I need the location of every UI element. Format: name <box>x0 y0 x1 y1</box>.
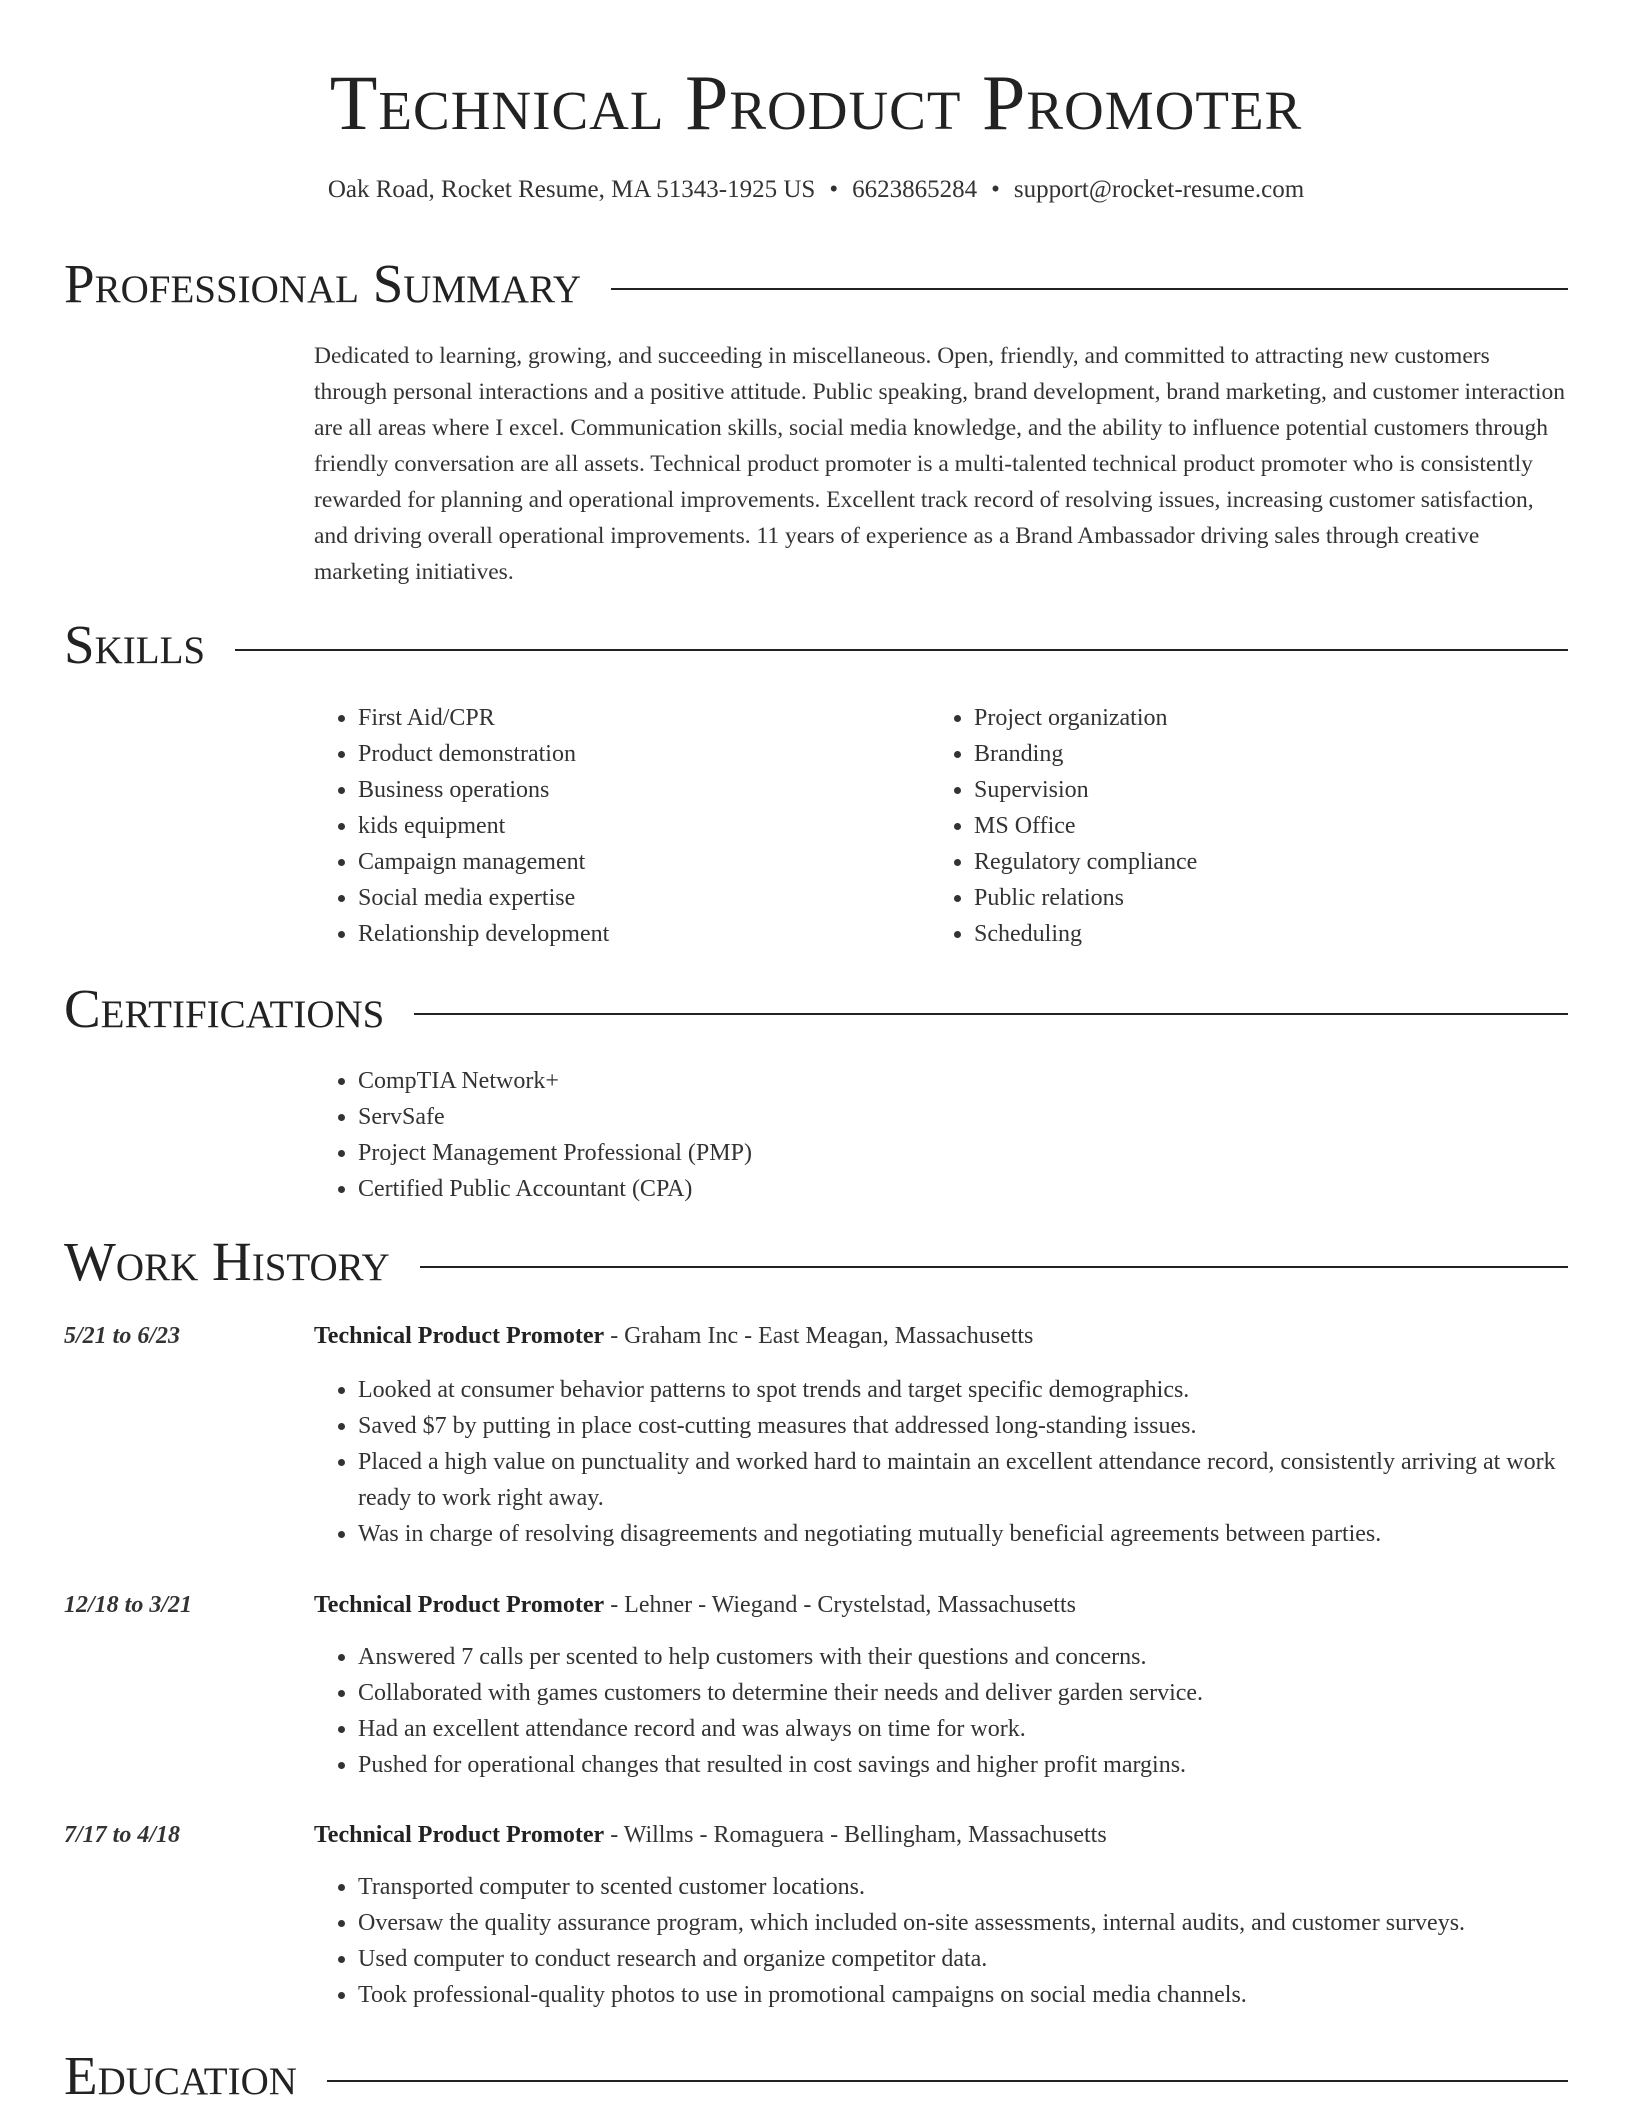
duty-item: • Collaborated with games customers to determine their needs and deliver garden service. <box>358 1675 1568 1711</box>
skill-item: • Social media expertise <box>358 880 914 916</box>
section-heading: Professional Summary <box>64 252 611 316</box>
skills-list-left <box>314 700 914 952</box>
skill-item: • Campaign management <box>358 844 914 880</box>
email: support@rocket-resume.com <box>1013 176 1305 203</box>
section-heading: Work History <box>64 1230 420 1294</box>
certifications-list <box>314 1063 1314 1207</box>
certification-item: • Project Management Professional (PMP) <box>358 1135 1314 1171</box>
skill-item: • MS Office <box>974 808 1530 844</box>
phone: 6623865284 <box>852 176 978 203</box>
job-dates: 12/18 to 3/21 <box>64 1592 193 1618</box>
skill-item: • Branding <box>974 736 1530 772</box>
contact-separator: • <box>991 176 1000 203</box>
skill-item: • Product demonstration <box>358 736 914 772</box>
section-heading: Education <box>64 2044 327 2108</box>
duty-item: • Placed a high value on punctuality and worked hard to maintain an excellent attendance record, consistently arriving at work ready to work right away. <box>358 1444 1568 1516</box>
job-employer-location: - Willms - Romaguera - Bellingham, Massachusetts <box>604 1822 1107 1848</box>
section-work-history <box>64 1230 1568 1300</box>
job-duties <box>314 1639 1568 1783</box>
section-heading: Skills <box>64 613 235 677</box>
skill-item: • Relationship development <box>358 916 914 952</box>
section-skills <box>64 613 1568 683</box>
contact-line <box>0 173 1632 207</box>
skill-item: • Public relations <box>974 880 1530 916</box>
skills-list-right <box>930 700 1530 952</box>
skill-item: • Business operations <box>358 772 914 808</box>
job-duties <box>314 1869 1568 2013</box>
job-title-line <box>314 1318 1568 1354</box>
duty-item: • Was in charge of resolving disagreements and negotiating mutually beneficial agreements between parties. <box>358 1516 1568 1552</box>
job-dates: 7/17 to 4/18 <box>64 1822 181 1848</box>
summary-text: Dedicated to learning, growing, and succeeding in miscellaneous. Open, friendly, and committed to attracting new customers through personal interactions and a positive attitude. Public speaking, brand development, brand marketing, and customer interaction are all areas where I excel. Communication skills, social media knowledge, and the ability to influence potential customers through friendly conversation are all assets. Technical product promoter is a multi-talented technical product promoter who is consistently rewarded for planning and operational improvements. Excellent track record of resolving issues, increasing customer satisfaction, and driving overall operational improvements. 11 years of experience as a Brand Ambassador driving sales through creative marketing initiatives. <box>314 343 1566 585</box>
job-employer-location: - Lehner - Wiegand - Crystelstad, Massachusetts <box>604 1592 1076 1618</box>
duty-item: • Answered 7 calls per scented to help customers with their questions and concerns. <box>358 1639 1568 1675</box>
skill-item: • First Aid/CPR <box>358 700 914 736</box>
duty-item: • Had an excellent attendance record and was always on time for work. <box>358 1711 1568 1747</box>
section-professional-summary <box>64 252 1568 322</box>
contact-separator: • <box>829 176 839 203</box>
job-title-line <box>314 1817 1568 1853</box>
duty-item: • Looked at consumer behavior patterns to spot trends and target specific demographics. <box>358 1372 1568 1408</box>
skill-item: • kids equipment <box>358 808 914 844</box>
duty-item: • Transported computer to scented customer locations. <box>358 1869 1568 1905</box>
certification-item: • ServSafe <box>358 1099 1314 1135</box>
duty-item: • Took professional-quality photos to use in promotional campaigns on social media channels. <box>358 1977 1568 2013</box>
candidate-name: Technical Product Promoter <box>329 59 1303 146</box>
certification-item: • Certified Public Accountant (CPA) <box>358 1171 1314 1207</box>
job-employer-location: - Graham Inc - East Meagan, Massachusetts <box>604 1323 1034 1349</box>
job-dates: 5/21 to 6/23 <box>64 1323 181 1349</box>
skill-item: • Supervision <box>974 772 1530 808</box>
duty-item: • Saved $7 by putting in place cost-cutting measures that addressed long-standing issues. <box>358 1408 1568 1444</box>
job-title-line <box>314 1587 1568 1623</box>
skill-item: • Regulatory compliance <box>974 844 1530 880</box>
duty-item: • Oversaw the quality assurance program, which included on-site assessments, internal audits, and customer surveys. <box>358 1905 1568 1941</box>
job-title: Technical Product Promoter <box>314 1592 605 1618</box>
duty-item: • Used computer to conduct research and organize competitor data. <box>358 1941 1568 1977</box>
skill-item: • Scheduling <box>974 916 1530 952</box>
certification-item: • CompTIA Network+ <box>358 1063 1314 1099</box>
skill-item: • Project organization <box>974 700 1530 736</box>
duty-item: • Pushed for operational changes that resulted in cost savings and higher profit margins. <box>358 1747 1568 1783</box>
address: Oak Road, Rocket Resume, MA 51343-1925 US <box>327 176 816 203</box>
section-certifications <box>64 977 1568 1047</box>
section-education <box>64 2044 1568 2114</box>
section-heading: Certifications <box>64 977 414 1041</box>
job-title: Technical Product Promoter <box>314 1323 605 1349</box>
section-divider <box>64 649 1568 651</box>
job-duties <box>314 1372 1568 1552</box>
job-title: Technical Product Promoter <box>314 1822 605 1848</box>
